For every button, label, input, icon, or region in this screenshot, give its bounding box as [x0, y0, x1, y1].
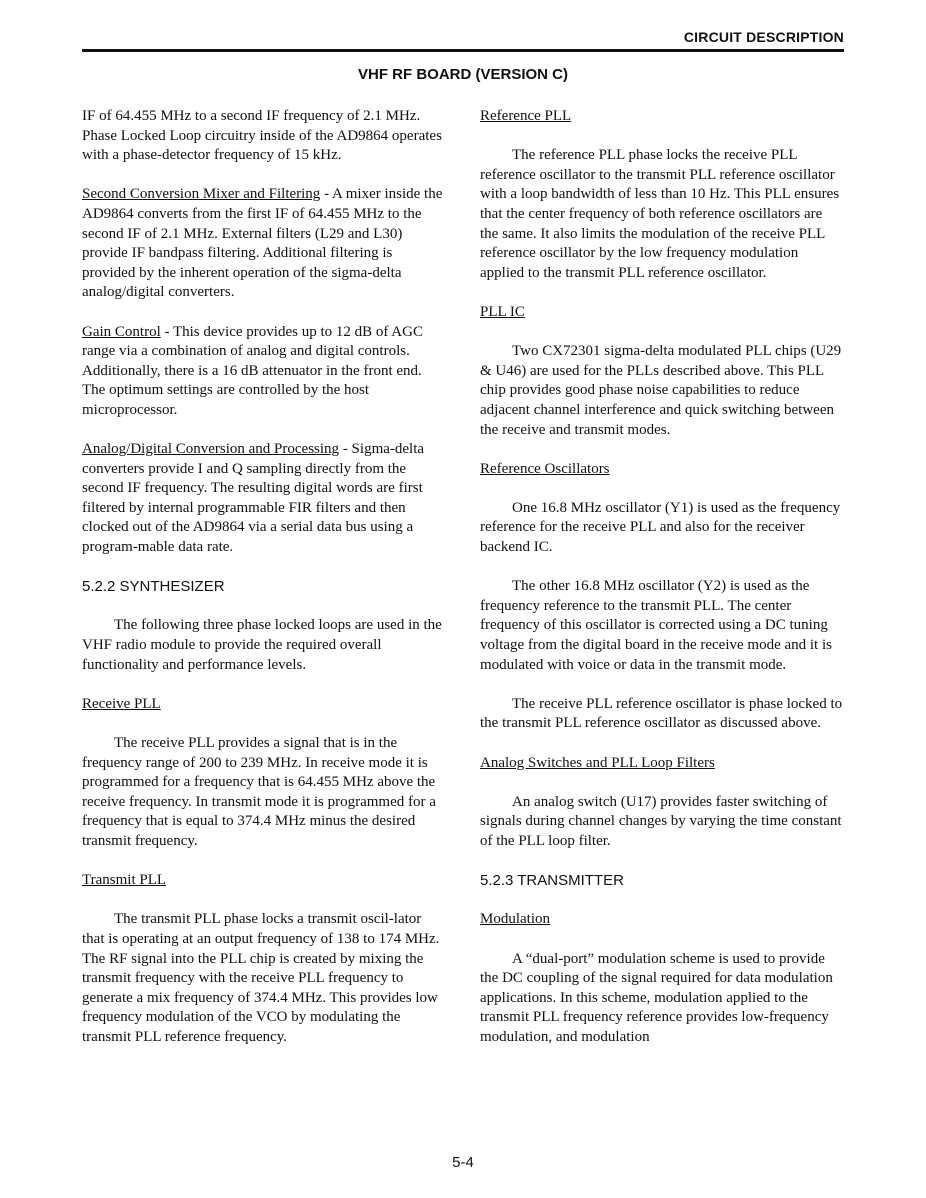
- paragraph-adc: [82, 440, 444, 558]
- running-header: CIRCUIT DESCRIPTION: [683, 29, 844, 45]
- heading-reference-pll: Reference PLL: [480, 108, 572, 124]
- heading-mixer: Second Conversion Mixer and Filtering: [82, 186, 321, 203]
- section-synthesizer-heading: 5.2.2 SYNTHESIZER: [82, 578, 225, 596]
- heading-modulation: Modulation: [480, 911, 550, 928]
- right-column: [480, 107, 844, 1048]
- section-title: VHF RF BOARD (VERSION C): [358, 66, 568, 83]
- text-gain-control: - This device provides up to 12 dB of AGC range via a combination of analog and digital controls. Additionally, there is a 16 dB attenuator in the front end. The optimum settings are controlled by the host microprocessor.: [82, 323, 423, 418]
- text-adc: - Sigma-delta converters provide I and Q sampling directly from the second IF frequency. The resulting digital words are first filtered by internal programmable FIR filters and then clocked out of the AD9864 via a serial data bus using a program-mable data rate.: [82, 441, 425, 556]
- paragraph-receive-pll: The receive PLL provides a signal that is in the frequency range of 200 to 239 MHz. In receive mode it is programmed for a frequency that is 64.455 MHz above the receive frequency. In transmit mode it is programmed for a frequency that is equal to 374.4 MHz minus the desired transmit frequency.: [82, 735, 436, 849]
- paragraph-modulation: A “dual-port” modulation scheme is used to provide the DC coupling of the signal required for data modulation applications. In this scheme, modulation applied to the transmit PLL frequency reference provides low-frequency modulation, and modulation: [480, 950, 833, 1045]
- paragraph-reference-pll: The reference PLL phase locks the receive PLL reference oscillator to the transmit PLL reference oscillator with a loop bandwidth of less than 10 Hz. This PLL ensures that the center frequency of both reference oscillators are the same. It also limits the modulation of the receive PLL reference oscillator by the low frequency modulation applied to the transmit PLL reference oscillator.: [480, 147, 840, 281]
- left-column: [82, 107, 444, 1048]
- heading-adc: Analog/Digital Conversion and Processing: [82, 441, 340, 458]
- heading-receive-pll: Receive PLL: [82, 695, 161, 712]
- page-number: 5-4: [452, 1154, 474, 1171]
- paragraph-mixer: [82, 185, 444, 303]
- paragraph-transmit-pll: The transmit PLL phase locks a transmit oscil-lator that is operating at an output frequency of 138 to 174 MHz. The RF signal into the PLL chip is created by mixing the transmit frequency with the receive PLL frequency to generate a mix frequency of 374.4 MHz. This provides low frequency modulation of the VCO by modulating the transmit PLL reference frequency.: [82, 911, 440, 1045]
- paragraph-pll-ic: Two CX72301 sigma-delta modulated PLL chips (U29 & U46) are used for the PLLs described above. This PLL chip provides good phase noise capabilities to reduce adjacent channel interference and quick switching between the receive and transmit modes.: [480, 343, 842, 438]
- paragraph-ref-osc-1: One 16.8 MHz oscillator (Y1) is used as the frequency reference for the receive PLL and also for the receiver backend IC.: [480, 499, 841, 556]
- paragraph-ref-osc-2: The other 16.8 MHz oscillator (Y2) is used as the frequency reference to the transmit PLL. The center frequency of this oscillator is corrected using a DC tuning voltage from the digital board in the receive mode and it is modulated with voice or data in the transmit mode.: [480, 578, 832, 673]
- paragraph-gain-control: [82, 323, 444, 421]
- paragraph-ref-osc-3: The receive PLL reference oscillator is phase locked to the transmit PLL reference oscillator as discussed above.: [480, 695, 843, 732]
- paragraph-if-continued: IF of 64.455 MHz to a second IF frequency of 2.1 MHz. Phase Locked Loop circuitry inside of the AD9864 operates with a phase-detector frequency of 15 kHz.: [82, 108, 442, 164]
- text-mixer: - A mixer inside the AD9864 converts from the first IF of 64.455 MHz to the second IF of 2.1 MHz. External filters (L29 and L30) provide IF bandpass filtering. Additional filtering is provided by the inherent operation of the sigma-delta analog/digital converters.: [82, 186, 443, 301]
- heading-transmit-pll: Transmit PLL: [82, 872, 167, 889]
- header-rule: [82, 49, 844, 52]
- section-transmitter-heading: 5.2.3 TRANSMITTER: [480, 872, 624, 890]
- heading-reference-oscillators: Reference Oscillators: [480, 460, 610, 477]
- heading-analog-switches: Analog Switches and PLL Loop Filters: [480, 754, 715, 771]
- heading-gain-control: Gain Control: [82, 323, 161, 340]
- heading-pll-ic: PLL IC: [480, 303, 525, 320]
- paragraph-synth-intro: The following three phase locked loops are used in the VHF radio module to provide the required overall functionality and performance levels.: [82, 617, 442, 673]
- paragraph-analog-switches: An analog switch (U17) provides faster switching of signals during channel changes by varying the time constant of the PLL loop filter.: [480, 793, 842, 849]
